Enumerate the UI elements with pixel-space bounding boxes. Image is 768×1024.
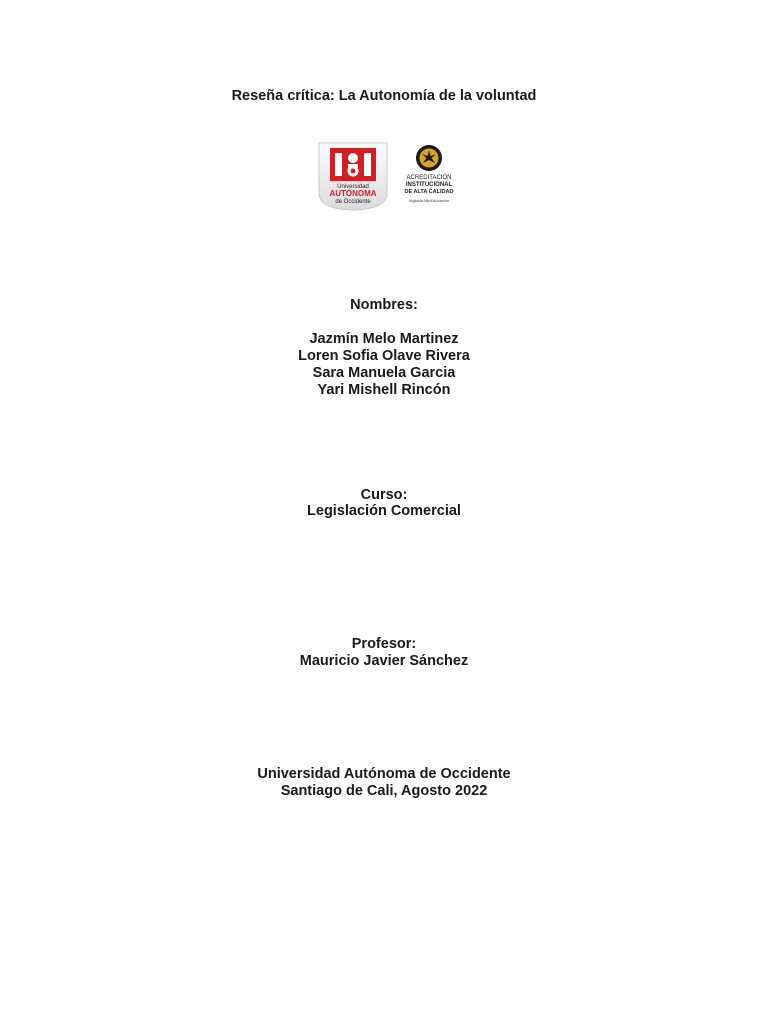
course-name: Legislación Comercial [307,503,461,519]
university-logo-line2: AUTÓNOMA [329,189,377,198]
professor-name: Mauricio Javier Sánchez [299,653,469,669]
accreditation-line3: DE ALTA CALIDAD [404,189,454,195]
accreditation-line4: Vigilada MinEducación [408,198,450,203]
student-name: Loren Sofia Olave Rivera [298,348,470,364]
accreditation-seal [400,143,458,209]
institution-name: Universidad Autónoma de Occidente [257,766,511,782]
document-title: Reseña crítica: La Autonomía de la voluntad [231,88,537,104]
university-logo [316,141,390,211]
names-heading: Nombres: [350,297,418,313]
student-name: Jazmín Melo Martinez [309,331,459,347]
place-date: Santiago de Cali, Agosto 2022 [280,783,488,799]
professor-heading: Profesor: [351,636,417,652]
course-heading: Curso: [360,487,408,503]
accreditation-line1: ACREDITACIÓN [406,175,452,181]
student-name: Yari Mishell Rincón [317,382,451,398]
accreditation-line2: INSTITUCIONAL [405,182,453,188]
student-name: Sara Manuela Garcia [312,365,456,381]
university-logo-line1: Universidad [337,184,369,190]
logos-row [314,140,459,214]
university-logo-line3: de Occidente [335,199,371,205]
